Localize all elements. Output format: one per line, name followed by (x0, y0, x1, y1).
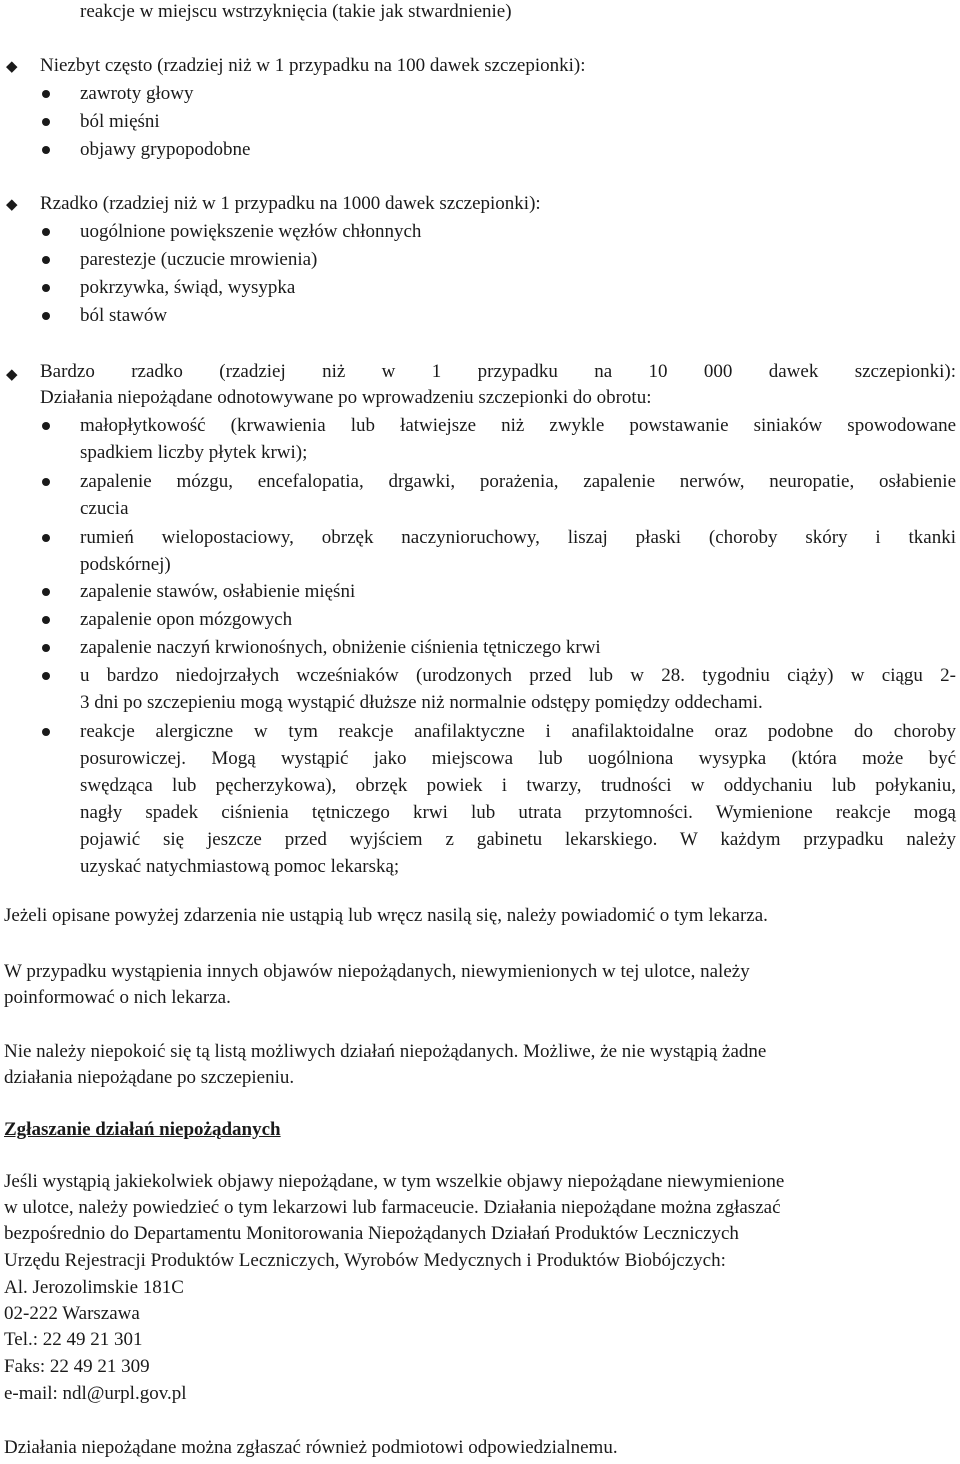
list-item: u bardzo niedojrzałych wcześniaków (urodzonych przed lub w 28. tygodniu ciąży) w ciągu 2- (80, 665, 956, 686)
list-item: reakcje alergiczne w tym reakcje anafilaktyczne i anafilaktoidalne oraz podobne do choroby (80, 721, 956, 742)
list-item: pokrzywka, świąd, wysypka (80, 277, 296, 298)
dot-bullet-icon (42, 228, 50, 236)
list-item: objawy grypopodobne (80, 139, 251, 160)
list-item-continuation: pojawić się jeszcze przed wyjściem z gabinetu lekarskiego. W każdym przypadku należy (80, 829, 956, 850)
reporting-text: Urzędu Rejestracji Produktów Leczniczych, Wyrobów Medycznych i Produktów Biobójczych: (4, 1250, 726, 1271)
list-item: zawroty głowy (80, 83, 194, 104)
uncommon-heading: Niezbyt często (rzadziej niż w 1 przypadku na 100 dawek szczepionki): (40, 55, 586, 76)
dot-bullet-icon (42, 422, 50, 430)
address-line: Al. Jerozolimskie 181C (4, 1277, 184, 1298)
city-line: 02-222 Warszawa (4, 1303, 140, 1324)
dot-bullet-icon (42, 146, 50, 154)
dot-bullet-icon (42, 284, 50, 292)
list-item: ból mięśni (80, 111, 160, 132)
paragraph-other: poinformować o nich lekarza. (4, 987, 231, 1008)
reporting-text: w ulotce, należy powiedzieć o tym lekarzowi lub farmaceucie. Działania niepożądane można zgłaszać (4, 1197, 781, 1218)
paragraph-dont-worry: Nie należy niepokoić się tą listą możliwych działań niepożądanych. Możliwe, że nie wystąpią żadne (4, 1041, 767, 1062)
dot-bullet-icon (42, 588, 50, 596)
reporting-text: bezpośrednio do Departamentu Monitorowania Niepożądanych Działań Produktów Leczniczych (4, 1223, 739, 1244)
dot-bullet-icon (42, 728, 50, 736)
list-item-continuation: 3 dni po szczepieniu mogą wystąpić dłuższe niż normalnie odstępy pomiędzy oddechami. (80, 692, 763, 713)
diamond-bullet-icon: ◆ (6, 57, 18, 75)
list-item-continuation: czucia (80, 498, 129, 519)
paragraph-other: W przypadku wystąpienia innych objawów niepożądanych, niewymienionych w tej ulotce, należy (4, 961, 750, 982)
list-item: zapalenie naczyń krwionośnych, obniżenie ciśnienia tętniczego krwi (80, 637, 601, 658)
list-item-continuation: posurowiczej. Mogą wystąpić jako miejscowa lub uogólniona wysypka (która może być (80, 748, 956, 769)
dot-bullet-icon (42, 478, 50, 486)
list-item-continuation: nagły spadek ciśnienia tętniczego krwi lub utrata przytomności. Wymienione reakcje mogą (80, 802, 956, 823)
list-item-continuation: uzyskać natychmiastową pomoc lekarską; (80, 856, 400, 877)
closing-line: Działania niepożądane można zgłaszać również podmiotowi odpowiedzialnemu. (4, 1437, 618, 1458)
phone-line: Tel.: 22 49 21 301 (4, 1329, 143, 1350)
intro-line: reakcje w miejscu wstrzyknięcia (takie jak stwardnienie) (80, 1, 512, 22)
dot-bullet-icon (42, 672, 50, 680)
dot-bullet-icon (42, 256, 50, 264)
paragraph-notify: Jeżeli opisane powyżej zdarzenia nie ustąpią lub wręcz nasilą się, należy powiadomić o tym lekarza. (4, 905, 768, 926)
list-item: zapalenie stawów, osłabienie mięśni (80, 581, 356, 602)
section-heading: Zgłaszanie działań niepożądanych (4, 1119, 281, 1140)
very-rare-subheading: Działania niepożądane odnotowywane po wprowadzeniu szczepionki do obrotu: (40, 387, 652, 408)
very-rare-heading: Bardzo rzadko (rzadziej niż w 1 przypadku na 10 000 dawek szczepionki): (40, 361, 956, 382)
dot-bullet-icon (42, 118, 50, 126)
diamond-bullet-icon: ◆ (6, 365, 18, 383)
list-item: rumień wielopostaciowy, obrzęk naczynioruchowy, liszaj płaski (choroby skóry i tkanki (80, 527, 956, 548)
dot-bullet-icon (42, 312, 50, 320)
list-item-continuation: podskórnej) (80, 554, 171, 575)
list-item: zapalenie mózgu, encefalopatia, drgawki, porażenia, zapalenie nerwów, neuropatie, osłabienie (80, 471, 956, 492)
dot-bullet-icon (42, 616, 50, 624)
dot-bullet-icon (42, 534, 50, 542)
list-item: parestezje (uczucie mrowienia) (80, 249, 318, 270)
diamond-bullet-icon: ◆ (6, 195, 18, 213)
email-line: e-mail: ndl@urpl.gov.pl (4, 1383, 187, 1404)
dot-bullet-icon (42, 644, 50, 652)
list-item: uogólnione powiększenie węzłów chłonnych (80, 221, 422, 242)
list-item: ból stawów (80, 305, 168, 326)
list-item: zapalenie opon mózgowych (80, 609, 293, 630)
list-item-continuation: spadkiem liczby płytek krwi); (80, 442, 308, 463)
paragraph-dont-worry: działania niepożądane po szczepieniu. (4, 1067, 295, 1088)
list-item: małopłytkowość (krwawienia lub łatwiejsze niż zwykle powstawanie siniaków spowodowane (80, 415, 956, 436)
fax-line: Faks: 22 49 21 309 (4, 1356, 150, 1377)
reporting-text: Jeśli wystąpią jakiekolwiek objawy niepożądane, w tym wszelkie objawy niepożądane niewymienione (4, 1171, 785, 1192)
dot-bullet-icon (42, 90, 50, 98)
list-item-continuation: swędząca lub pęcherzykowa), obrzęk powiek i twarzy, trudności w oddychaniu lub połykaniu, (80, 775, 956, 796)
rare-heading: Rzadko (rzadziej niż w 1 przypadku na 1000 dawek szczepionki): (40, 193, 541, 214)
